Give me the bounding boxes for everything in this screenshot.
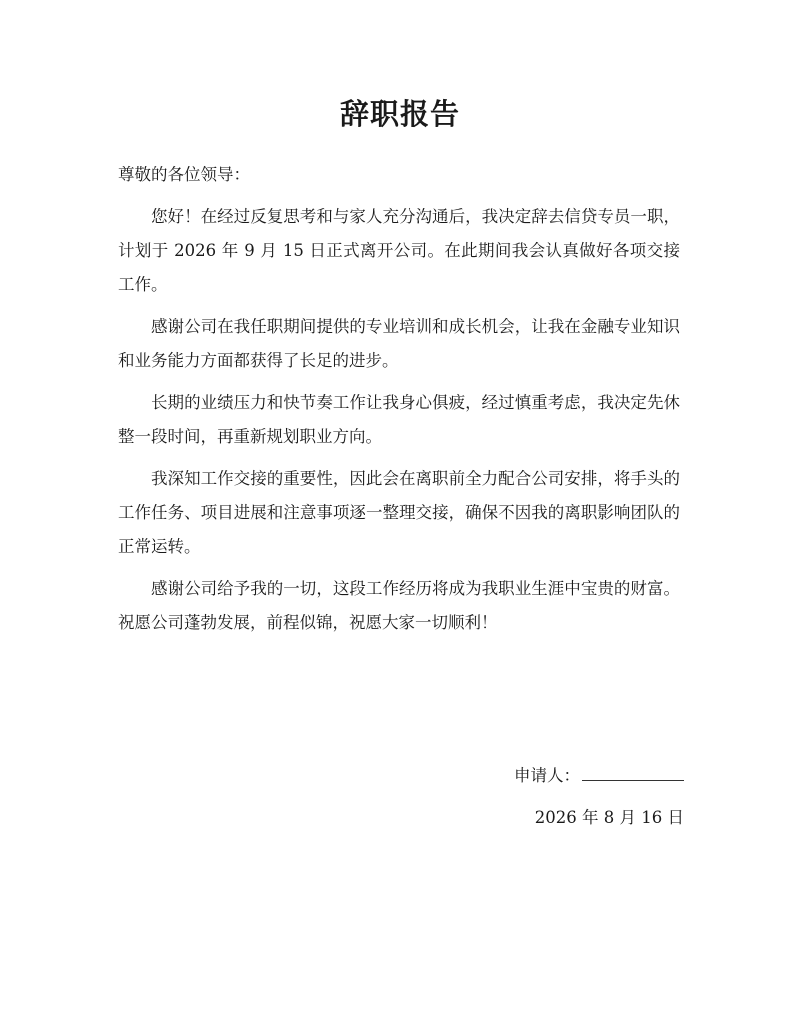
signature-block [514,758,684,835]
signature-line [582,758,684,781]
signature-date: 2026 年 8 月 16 日 [534,808,684,827]
paragraph-gratitude: 感谢公司在我任职期间提供的专业培训和成长机会，让我在金融专业知识和业务能力方面都获得了长足的进步。 [118,317,680,370]
salutation: 尊敬的各位领导： [118,165,250,184]
paragraph-reason: 长期的业绩压力和快节奏工作让我身心俱疲，经过慎重考虑，我决定先休整一段时间，再重新规划职业方向。 [118,393,680,446]
paragraph-handover: 我深知工作交接的重要性，因此会在离职前全力配合公司安排，将手头的工作任务、项目进展和注意事项逐一整理交接，确保不因我的离职影响团队的正常运转。 [118,469,680,556]
applicant-row [514,758,684,793]
paragraph-greeting: 您好！在经过反复思考和与家人充分沟通后，我决定辞去信贷专员一职，计划于 2026 年 9 月 15 日正式离开公司。在此期间我会认真做好各项交接工作。 [118,207,680,294]
applicant-label: 申请人： [514,766,580,785]
document-title: 辞职报告 [339,97,460,131]
paragraph-closing: 感谢公司给予我的一切，这段工作经历将成为我职业生涯中宝贵的财富。祝愿公司蓬勃发展，前程似锦，祝愿大家一切顺利！ [118,579,680,632]
letter-body [118,158,680,640]
